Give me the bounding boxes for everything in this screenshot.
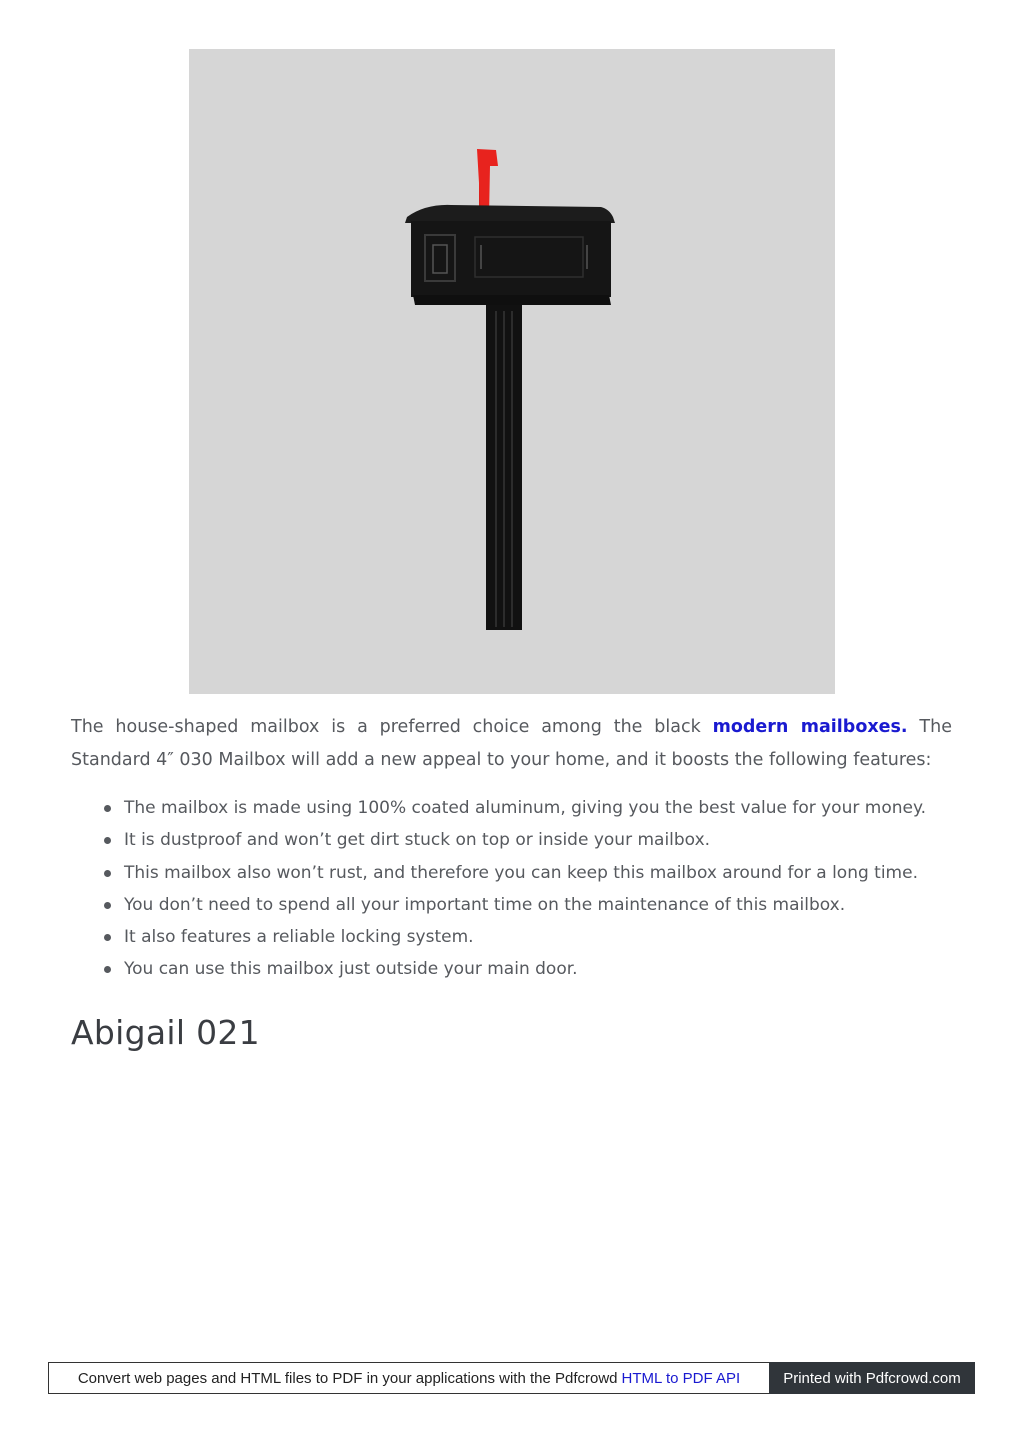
mailbox-base [413, 295, 611, 305]
feature-text: The mailbox is made using 100% coated aluminum, giving you the best value for your money. [124, 798, 926, 818]
feature-text: This mailbox also won’t rust, and therefore you can keep this mailbox around for a long time. [124, 862, 918, 883]
html-to-pdf-api-link[interactable]: HTML to PDF API [621, 1369, 741, 1387]
modern-mailboxes-link[interactable]: modern mailboxes. [712, 717, 908, 737]
bullet-icon [104, 902, 111, 909]
feature-text: It also features a reliable locking system. [124, 927, 474, 948]
intro-paragraph [71, 711, 952, 776]
intro-text-after: The Standard 4″ 030 Mailbox will add a new appeal to your home, and it boosts the following features: [71, 717, 952, 770]
feature-text: You don’t need to spend all your important time on the maintenance of this mailbox. [124, 894, 846, 915]
section-heading: Abigail 021 [71, 1013, 260, 1052]
mailbox-illustration [189, 49, 835, 694]
feature-list [71, 792, 1024, 986]
feature-item [124, 921, 1024, 953]
mailbox-body [411, 221, 611, 297]
feature-item [124, 824, 1024, 856]
footer-convert-banner [48, 1362, 769, 1394]
printed-with-pdfcrowd-link[interactable]: Printed with Pdfcrowd.com [769, 1362, 975, 1394]
footer-convert-text: Convert web pages and HTML files to PDF in your applications with the Pdfcrowd [77, 1369, 618, 1387]
feature-item [124, 889, 1024, 921]
bullet-icon [104, 934, 111, 941]
pdfcrowd-footer [48, 1362, 975, 1394]
mailbox-roof [405, 205, 615, 223]
feature-text: It is dustproof and won’t get dirt stuck on top or inside your mailbox. [124, 830, 711, 851]
feature-text: You can use this mailbox just outside your main door. [124, 959, 578, 980]
bullet-icon [104, 870, 111, 877]
bullet-icon [104, 805, 111, 812]
feature-item [124, 857, 1024, 889]
mailbox-product-image [189, 49, 835, 694]
feature-item [124, 953, 1024, 985]
bullet-icon [104, 837, 111, 844]
feature-item [124, 792, 1024, 824]
intro-text-before: The house-shaped mailbox is a preferred choice among the black [71, 717, 701, 737]
bullet-icon [104, 966, 111, 973]
